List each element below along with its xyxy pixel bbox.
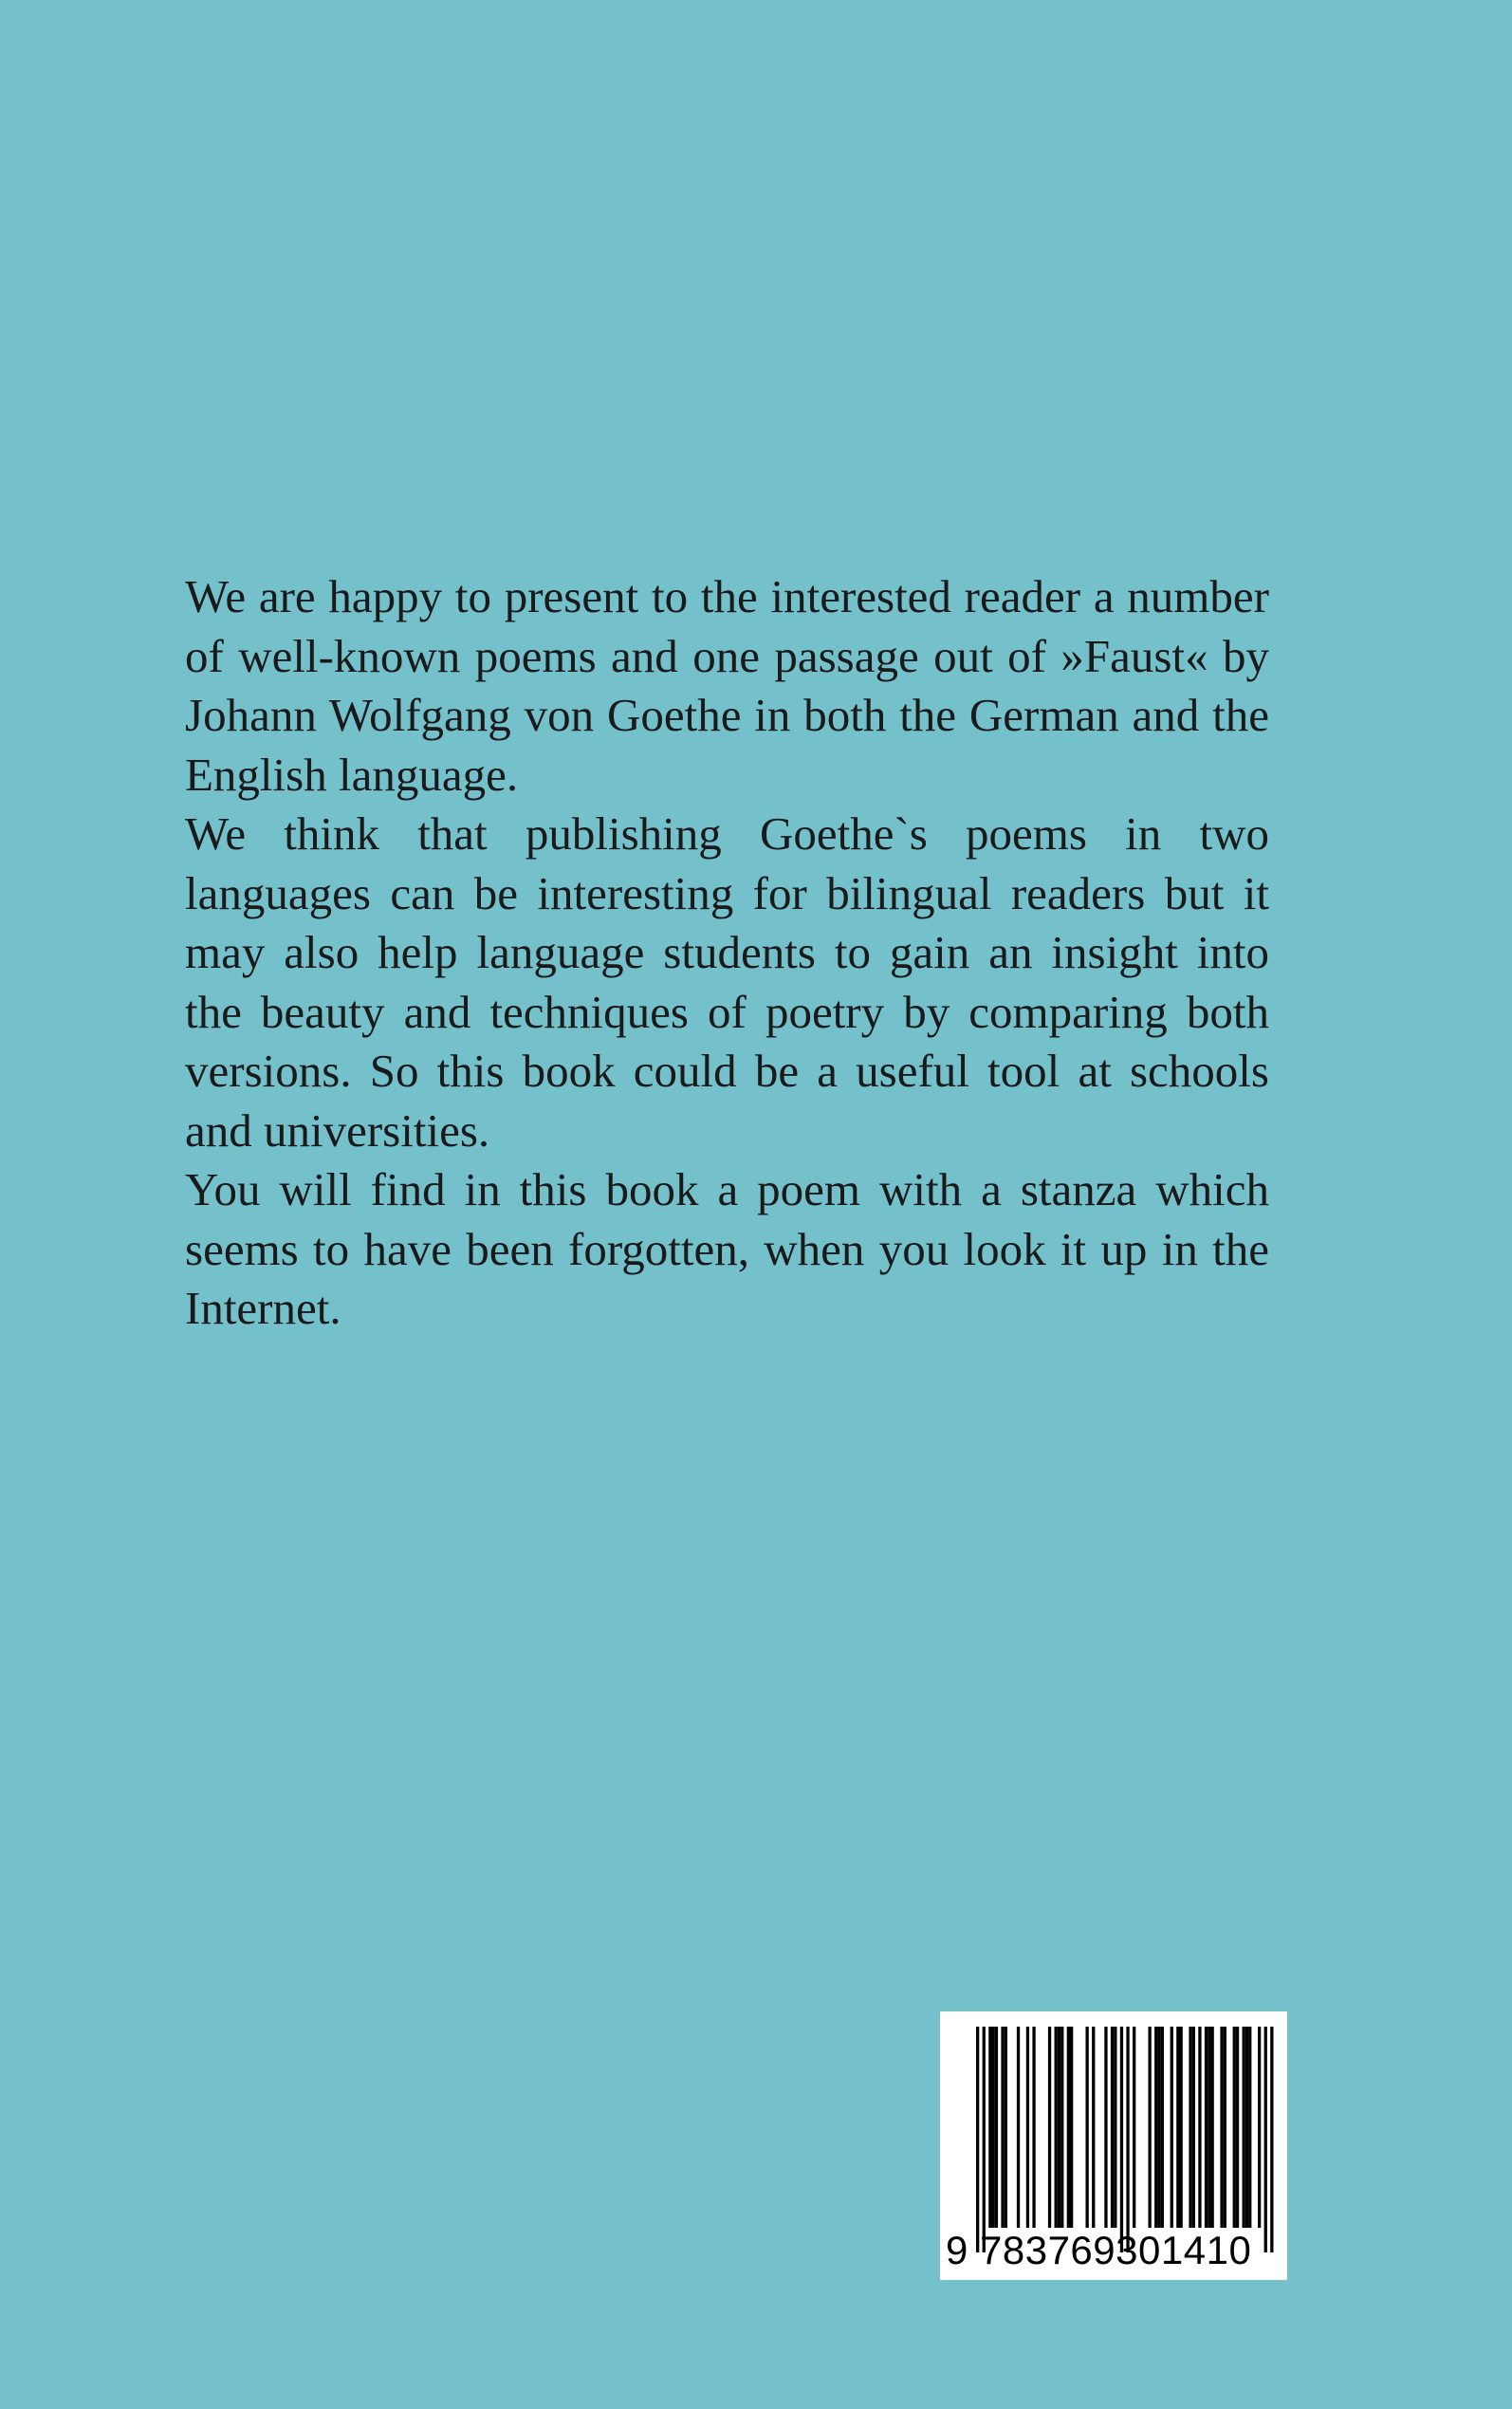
barcode-bar xyxy=(1154,2027,1157,2228)
barcode-bar xyxy=(1205,2027,1208,2228)
barcode-bar xyxy=(1258,2027,1261,2228)
barcode-bar xyxy=(983,2027,986,2252)
barcode-bar xyxy=(1208,2027,1210,2228)
barcode-bar xyxy=(1171,2027,1173,2228)
barcode-bar xyxy=(1060,2027,1063,2228)
barcode-bar xyxy=(1048,2027,1051,2228)
barcode-bar xyxy=(1001,2027,1004,2228)
barcode-bar xyxy=(1149,2027,1152,2228)
barcode-bar xyxy=(1270,2027,1273,2252)
barcode-bar xyxy=(1055,2027,1058,2228)
barcode-bar xyxy=(1005,2027,1007,2228)
barcode-bar xyxy=(1026,2027,1029,2228)
isbn-digits: 783769301410 xyxy=(980,2228,1252,2272)
barcode-bar xyxy=(1058,2027,1060,2228)
barcode-bar xyxy=(976,2027,979,2252)
barcode-bar xyxy=(988,2027,991,2228)
barcode-bar xyxy=(1243,2027,1245,2228)
barcode-bar xyxy=(1236,2027,1239,2228)
blurb-paragraph-2: We think that publishing Goethe`s poems in two languages can be interesting for bilingual readers but it may also help language students to gain an insight into the beauty and techniques of poetry by comparing both versions. So this book could be a useful tool at schools and universities. xyxy=(185,807,1269,1157)
barcode-bar xyxy=(992,2027,995,2228)
blurb-paragraph-1: We are happy to present to the interested reader a number of well-known poems and one passage out of »Faust« by Johann Wolfgang von Goethe in both the German and the English language. xyxy=(185,570,1269,801)
blurb-text xyxy=(185,567,1269,1339)
barcode-bar xyxy=(1086,2027,1089,2228)
barcode-bar xyxy=(1092,2027,1095,2228)
barcode-bar xyxy=(1070,2027,1073,2228)
barcode-bar xyxy=(1111,2027,1114,2228)
barcode-bar xyxy=(1180,2027,1183,2228)
barcode-bar xyxy=(1017,2027,1020,2228)
barcode-bar xyxy=(1067,2027,1070,2228)
isbn-barcode xyxy=(940,2011,1287,2280)
barcode-bar xyxy=(1248,2027,1251,2228)
barcode-bar xyxy=(1189,2027,1191,2228)
isbn-lead-digit: 9 xyxy=(946,2228,968,2272)
barcode-bar xyxy=(1032,2027,1035,2228)
barcode-bar xyxy=(1176,2027,1179,2228)
barcode-bar xyxy=(1192,2027,1195,2228)
barcode-bar xyxy=(1198,2027,1201,2228)
barcode-bar xyxy=(1157,2027,1160,2228)
barcode-bar xyxy=(1126,2027,1129,2252)
barcode-bar xyxy=(1120,2027,1123,2252)
barcode-bar xyxy=(1104,2027,1107,2228)
barcode-bar xyxy=(1133,2027,1135,2228)
barcode-bar xyxy=(995,2027,998,2228)
barcode-bar xyxy=(1161,2027,1164,2228)
barcode-bar xyxy=(1245,2027,1248,2228)
blurb-paragraph-3: You will find in this book a poem with a stanza which seems to have been forgotten, when you look it up in the Internet. xyxy=(185,1163,1269,1334)
barcode-bar xyxy=(1264,2027,1267,2252)
barcode-bar xyxy=(1233,2027,1236,2228)
barcode-bar xyxy=(1220,2027,1223,2228)
barcode-bar xyxy=(1211,2027,1214,2228)
isbn-number xyxy=(946,2228,1282,2273)
barcode-bar xyxy=(1114,2027,1116,2228)
barcode-bar xyxy=(1224,2027,1226,2228)
